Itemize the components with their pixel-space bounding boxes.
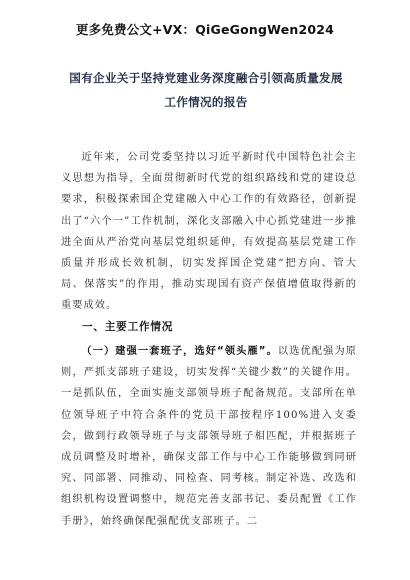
watermark-header: 更多免费公文+VX：QiGeGongWen2024 [75, 22, 335, 37]
subsection-body: 以选优配强为原则，严抓支部班子建设，切实发挥“关键少数”的关键作用。一是抓队伍，全面实施支部领导班子配备规范。支部所在单位领导班子中符合条件的党员干部按程序100%进入支委会，做到行政领导班子与支部领导班子相匹配，并根据班子成员调整及时增补，确保支部工作与中心工作能够做到同研究、同部署、同推动、同检查、同考核。制定补选、改选和组织机构设置调整中，规范完善支部书记、委员配置《工作手册》，始终确保配强配优支部班子。二 [61, 346, 357, 527]
intro-paragraph: 近年来，公司党委坚持以习近平新时代中国特色社会主义思想为指导，全面贯彻新时代党的组织路线和党的建设总要求，积极探索国企党建融入中心工作的有效路径，创新提出了“六个一”工作机制，深化支部融入中心抓党建进一步推进全面从严治党向基层党组织延伸，有效提高基层党建工作质量并形成长效机制，切实发挥国企党建“把方向、管大局、保落实”的作用，推动实现国有资产保值增值取得新的重要成效。 [61, 152, 357, 312]
subsection-paragraph [61, 341, 357, 532]
section-heading: 一、主要工作情况 [82, 321, 174, 333]
document-title: 国有企业关于坚持党建业务深度融合引领高质量发展工作情况的报告 [69, 71, 343, 109]
subsection-lead: （一）建强一套班子，选好“领头雁”。 [81, 346, 278, 357]
